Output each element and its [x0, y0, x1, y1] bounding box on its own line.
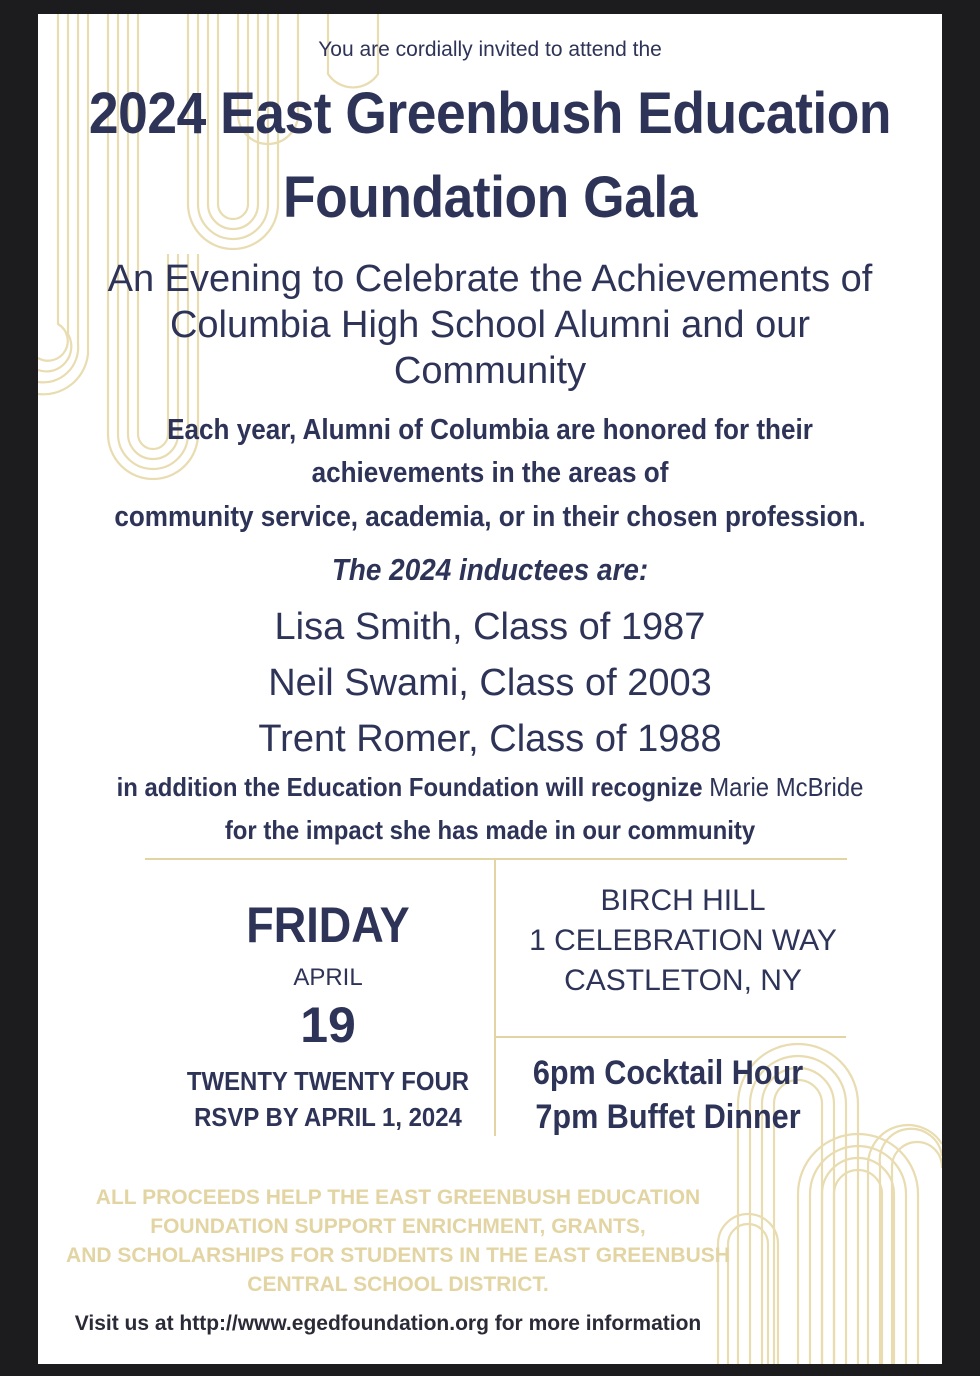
event-month: APRIL	[293, 964, 363, 991]
proceeds-line-2: FOUNDATION SUPPORT ENRICHMENT, GRANTS,	[150, 1215, 646, 1238]
recognized-person-name: Marie McBride	[709, 772, 864, 802]
venue-name: BIRCH HILL	[600, 884, 766, 917]
subtitle-line-3: Community	[393, 350, 587, 392]
rsvp-deadline: RSVP BY APRIL 1, 2024	[194, 1102, 462, 1132]
schedule-cocktail-hour: 6pm Cocktail Hour	[532, 1054, 804, 1092]
venue-city: CASTLETON, NY	[564, 964, 802, 997]
proceeds-line-4: CENTRAL SCHOOL DISTRICT.	[247, 1273, 549, 1296]
inductee-name: Lisa Smith, Class of 1987	[274, 606, 706, 648]
recognition-line-2: for the impact she has made in our community	[224, 815, 756, 845]
inductee-name: Neil Swami, Class of 2003	[268, 662, 712, 704]
section-divider-vertical	[494, 860, 496, 1136]
recognition-prefix: in addition the Education Foundation will recognize	[116, 772, 710, 802]
event-date: 19	[300, 997, 356, 1053]
inductee-name: Trent Romer, Class of 1988	[258, 718, 722, 760]
description-line-2: achievements in the areas of	[311, 457, 669, 489]
recognition-line-1	[74, 772, 906, 803]
proceeds-line-1: ALL PROCEEDS HELP THE EAST GREENBUSH EDUCATION	[95, 1186, 701, 1209]
inductees-heading: The 2024 inductees are:	[331, 552, 649, 587]
description-line-3: community service, academia, or in their chosen profession.	[114, 501, 866, 533]
subtitle-line-1: An Evening to Celebrate the Achievements of	[107, 258, 873, 300]
website-info-line: Visit us at http://www.egedfoundation.org for more information	[74, 1312, 702, 1335]
subtitle-line-2: Columbia High School Alumni and our	[169, 304, 811, 346]
description-line-1: Each year, Alumni of Columbia are honored for their	[167, 414, 813, 446]
invitation-intro-text: You are cordially invited to attend the	[318, 38, 662, 61]
proceeds-line-3: AND SCHOLARSHIPS FOR STUDENTS IN THE EAST GREENBUSH	[66, 1244, 730, 1267]
venue-street: 1 CELEBRATION WAY	[529, 924, 837, 957]
invitation-card	[38, 14, 942, 1364]
gala-title-line-1: 2024 East Greenbush Education	[88, 81, 892, 146]
schedule-buffet-dinner: 7pm Buffet Dinner	[535, 1098, 801, 1136]
event-year: TWENTY TWENTY FOUR	[186, 1066, 470, 1096]
venue-schedule-divider	[496, 1036, 846, 1038]
event-day: FRIDAY	[246, 897, 410, 953]
section-divider-horizontal	[145, 858, 847, 860]
gala-title-line-2: Foundation Gala	[282, 165, 698, 230]
